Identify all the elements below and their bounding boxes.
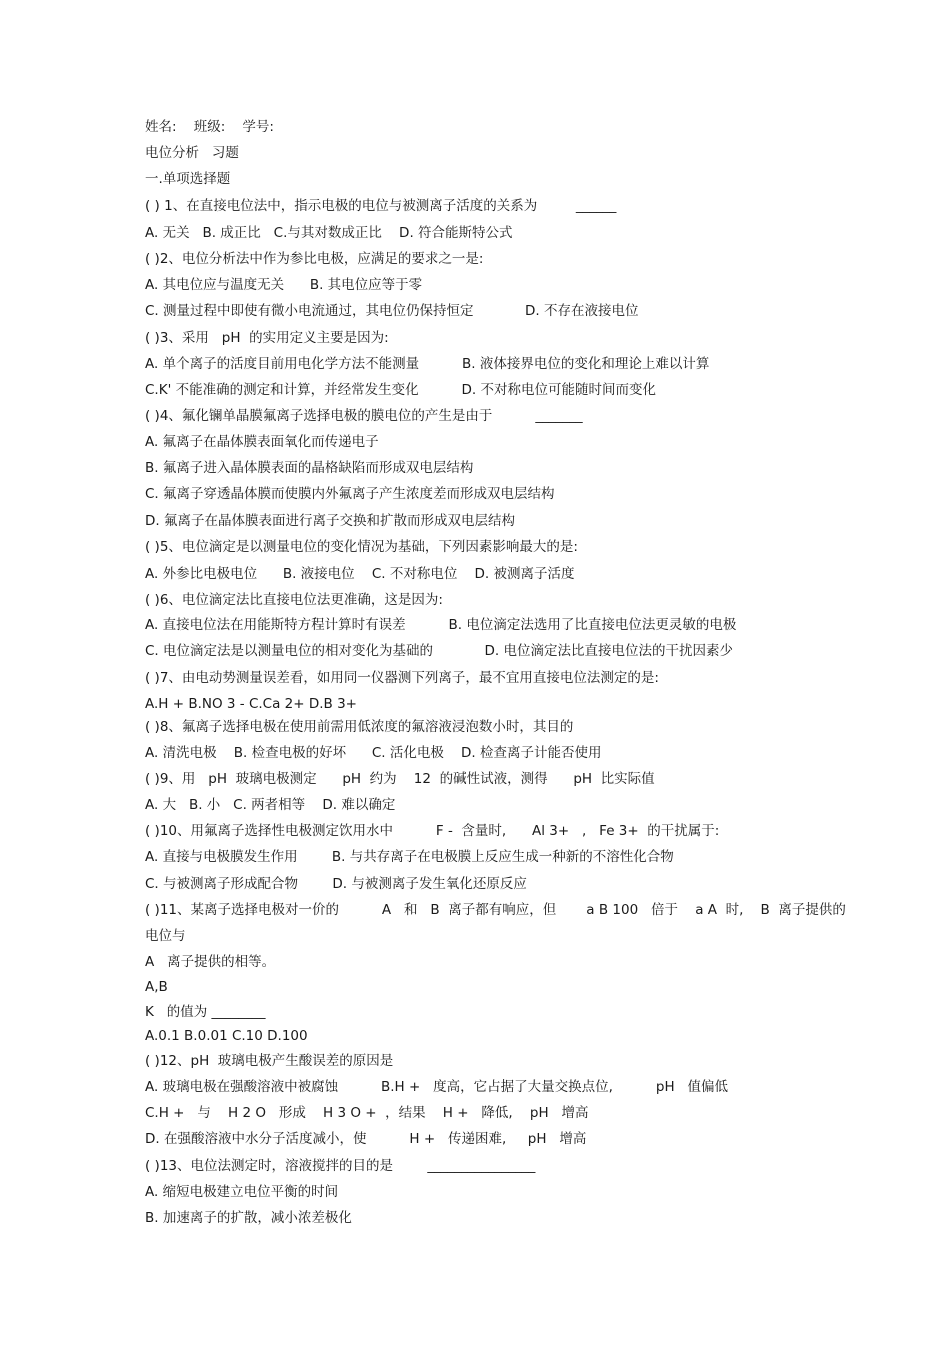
- option-line: A. 无关 B. 成正比 C.与其对数成正比 D. 符合能斯特公式: [145, 225, 513, 241]
- option-line: B. 加速离子的扩散，减小浓差极化: [145, 1210, 352, 1226]
- option-line: A. 直接电位法在用能斯特方程计算时有误差 B. 电位滴定法选用了比直接电位法更灵敏的电极: [145, 617, 737, 633]
- option-line: A. 玻璃电极在强酸溶液中被腐蚀 B.H + 度高，它占据了大量交换点位, pH 值偏低: [145, 1079, 728, 1095]
- option-line: A.H + B.NO 3 - C.Ca 2+ D.B 3+: [145, 696, 357, 712]
- question-line: ( )3、采用 pH 的实用定义主要是因为:: [145, 330, 389, 346]
- question-line: ( )12、pH 玻璃电极产生酸误差的原因是: [145, 1053, 394, 1069]
- option-line: A. 氟离子在晶体膜表面氧化而传递电子: [145, 434, 379, 450]
- option-line: D. 氟离子在晶体膜表面进行离子交换和扩散而形成双电层结构: [145, 513, 515, 529]
- question-line: ( )6、电位滴定法比直接电位法更准确，这是因为:: [145, 592, 443, 608]
- option-line: A. 清洗电极 B. 检查电极的好坏 C. 活化电极 D. 检查离子计能否使用: [145, 745, 602, 761]
- question-line: ( )11、某离子选择电极对一价的 A 和 B 离子都有响应，但 a B 100 倍于 a A 时, B 离子提供的: [145, 902, 846, 918]
- option-line: C. 电位滴定法是以测量电位的相对变化为基础的 D. 电位滴定法比直接电位法的干扰因素少: [145, 643, 733, 659]
- option-line: C. 与被测离子形成配合物 D. 与被测离子发生氧化还原反应: [145, 876, 527, 892]
- question-line: ( )10、用氟离子选择性电极测定饮用水中 F - 含量时, Al 3+ , Fe 3+ 的干扰属于:: [145, 823, 720, 839]
- question-continuation: 电位与: [145, 928, 186, 944]
- option-line: A. 其电位应与温度无关 B. 其电位应等于零: [145, 277, 423, 293]
- question-continuation: A,B: [145, 979, 168, 995]
- question-line: ( ) 1、在直接电位法中，指示电极的电位与被测离子活度的关系为 ______: [145, 198, 617, 214]
- option-line: A. 外参比电极电位 B. 液接电位 C. 不对称电位 D. 被测离子活度: [145, 566, 575, 582]
- document-title: 电位分析 习题: [145, 145, 239, 161]
- section-heading: 一.单项选择题: [145, 171, 231, 187]
- option-line: A. 大 B. 小 C. 两者相等 D. 难以确定: [145, 797, 396, 813]
- student-info-line: 姓名: 班级: 学号:: [145, 119, 274, 135]
- option-line: D. 在强酸溶液中水分子活度减小，使 H + 传递困难, pH 增高: [145, 1131, 587, 1147]
- option-line: C. 氟离子穿透晶体膜而使膜内外氟离子产生浓度差而形成双电层结构: [145, 486, 555, 502]
- option-line: A. 缩短电极建立电位平衡的时间: [145, 1184, 339, 1200]
- question-continuation: A 离子提供的相等。: [145, 954, 276, 970]
- question-line: ( )5、电位滴定是以测量电位的变化情况为基础，下列因素影响最大的是:: [145, 539, 578, 555]
- option-line: B. 氟离子进入晶体膜表面的晶格缺陷而形成双电层结构: [145, 460, 474, 476]
- question-line: ( )9、用 pH 玻璃电极测定 pH 约为 12 的碱性试液，测得 pH 比实际值: [145, 771, 655, 787]
- question-line: ( )8、氟离子选择电极在使用前需用低浓度的氟溶液浸泡数小时，其目的: [145, 719, 574, 735]
- option-line: A. 直接与电极膜发生作用 B. 与共存离子在电极膜上反应生成一种新的不溶性化合物: [145, 849, 674, 865]
- option-line: C.H + 与 H 2 O 形成 H 3 O + ，结果 H + 降低, pH 增高: [145, 1105, 589, 1121]
- option-line: C.K' 不能准确的测定和计算，并经常发生变化 D. 不对称电位可能随时间而变化: [145, 382, 656, 398]
- question-continuation: K 的值为 ________: [145, 1004, 266, 1020]
- question-line: ( )4、氟化镧单晶膜氟离子选择电极的膜电位的产生是由于 _______: [145, 408, 583, 424]
- option-line: A.0.1 B.0.01 C.10 D.100: [145, 1028, 308, 1044]
- question-line: ( )13、电位法测定时，溶液搅拌的目的是 ________________: [145, 1158, 536, 1174]
- option-line: A. 单个离子的活度目前用电化学方法不能测量 B. 液体接界电位的变化和理论上难以计算: [145, 356, 710, 372]
- question-line: ( )2、电位分析法中作为参比电极，应满足的要求之一是:: [145, 251, 484, 267]
- question-line: ( )7、由电动势测量误差看，如用同一仪器测下列离子，最不宜用直接电位法测定的是:: [145, 670, 659, 686]
- option-line: C. 测量过程中即使有微小电流通过，其电位仍保持恒定 D. 不存在液接电位: [145, 303, 639, 319]
